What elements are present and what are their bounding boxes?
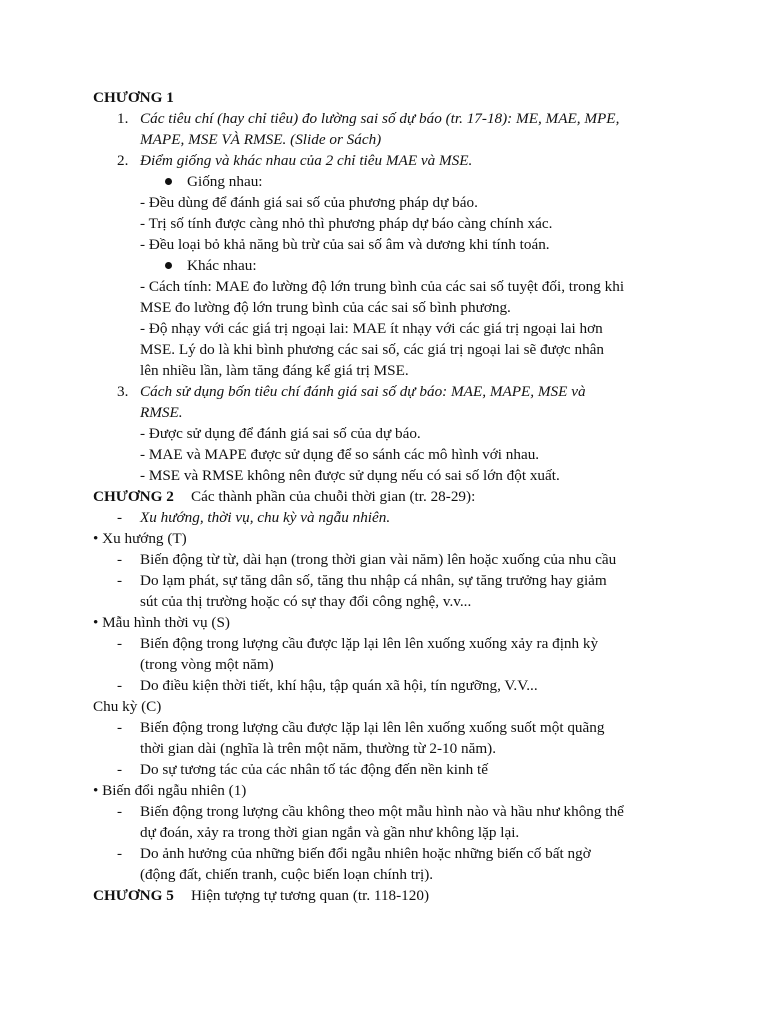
dash-marker: - [117,803,123,820]
chapter-5-title: Hiện tượng tự tương quan (tr. 118-120) [191,887,430,904]
usage-point: - Được sử dụng để đánh giá sai số của dự báo. [140,425,421,442]
cycle-point: Biến động trong lượng cầu được lặp lại lên lên xuống xuống suốt một quãng [140,719,605,736]
dash-marker: - [117,677,123,694]
random-point: (động đất, chiến tranh, cuộc biến loạn chính trị). [140,866,434,883]
item-1-number: 1. [117,110,129,127]
item-1-line-2: MAPE, MSE VÀ RMSE. (Slide or Sách) [140,131,382,148]
dash-marker: - [117,572,123,589]
similar-point: - Trị số tính được càng nhỏ thì phương pháp dự báo càng chính xác. [140,215,553,232]
similar-label: Giống nhau: [187,173,263,190]
item-2-number: 2. [117,152,129,169]
different-label: Khác nhau: [187,257,257,274]
random-label: • Biến đổi ngẫu nhiên (1) [93,782,247,799]
item-3-line-2: RMSE. [140,404,183,421]
item-2-title: Điểm giống và khác nhau của 2 chỉ tiêu MAE và MSE. [140,152,473,169]
dash-marker: - [117,509,123,526]
different-point: - Độ nhạy với các giá trị ngoại lai: MAE ít nhạy với các giá trị ngoại lai hơn [140,320,603,337]
bullet-dot-icon [165,262,172,269]
trend-point: Biến động từ từ, dài hạn (trong thời gian vài năm) lên hoặc xuống của nhu cầu [140,551,617,568]
chapter-2-title: Các thành phần của chuỗi thời gian (tr. 28-29): [191,488,476,505]
dash-marker: - [117,719,123,736]
similar-point: - Đều dùng để đánh giá sai số của phương pháp dự báo. [140,194,478,211]
seasonal-point: (trong vòng một năm) [140,656,274,673]
item-1-line-1: Các tiêu chí (hay chỉ tiêu) đo lường sai số dự báo (tr. 17-18): ME, MAE, MPE, [140,110,620,127]
cycle-point: thời gian dài (nghĩa là trên một năm, thường từ 2-10 năm). [140,740,497,757]
trend-point: sút của thị trường hoặc có sự thay đổi công nghệ, v.v... [140,593,472,610]
different-point: MSE. Lý do là khi bình phương các sai số, các giá trị ngoại lai sẽ được nhân [140,341,604,358]
dash-marker: - [117,635,123,652]
chapter-5-heading: CHƯƠNG 5 [93,887,174,904]
dash-marker: - [117,551,123,568]
trend-point: Do lạm phát, sự tăng dân số, tăng thu nhập cá nhân, sự tăng trưởng hay giảm [140,572,607,589]
different-point: - Cách tính: MAE đo lường độ lớn trung bình của các sai số tuyệt đối, trong khi [140,278,625,295]
random-point: Do ảnh hưởng của những biến đổi ngẫu nhiên hoặc những biến cố bất ngờ [140,845,591,862]
trend-label: • Xu hướng (T) [93,530,187,547]
seasonal-label: • Mẫu hình thời vụ (S) [93,614,230,631]
usage-point: - MAE và MAPE được sử dụng để so sánh các mô hình với nhau. [140,446,540,463]
different-point: lên nhiều lần, làm tăng đáng kể giá trị MSE. [140,362,409,379]
item-3-number: 3. [117,383,129,400]
similar-point: - Đều loại bỏ khả năng bù trừ của sai số âm và dương khi tính toán. [140,236,550,253]
cycle-label: Chu kỳ (C) [93,698,162,715]
different-point: MSE đo lường độ lớn trung bình của các sai số bình phương. [140,299,511,316]
chapter-1-heading: CHƯƠNG 1 [93,89,174,106]
usage-point: - MSE và RMSE không nên được sử dụng nếu có sai số lớn đột xuất. [140,467,560,484]
chapter-2-subtitle: Xu hướng, thời vụ, chu kỳ và ngẫu nhiên. [140,509,391,526]
random-point: Biến động trong lượng cầu không theo một mẫu hình nào và hầu như không thể [140,803,624,820]
seasonal-point: Do điều kiện thời tiết, khí hậu, tập quán xã hội, tín ngưỡng, V.V... [140,677,538,694]
dash-marker: - [117,845,123,862]
seasonal-point: Biến động trong lượng cầu được lặp lại lên lên xuống xuống xảy ra định kỳ [140,635,599,652]
bullet-dot-icon [165,178,172,185]
cycle-point: Do sự tương tác của các nhân tố tác động đến nền kinh tế [140,761,488,778]
random-point: dự đoán, xảy ra trong thời gian ngắn và gần như không lặp lại. [140,824,520,841]
dash-marker: - [117,761,123,778]
item-3-line-1: Cách sử dụng bốn tiêu chí đánh giá sai số dự báo: MAE, MAPE, MSE và [140,383,586,400]
chapter-2-heading: CHƯƠNG 2 [93,488,174,505]
